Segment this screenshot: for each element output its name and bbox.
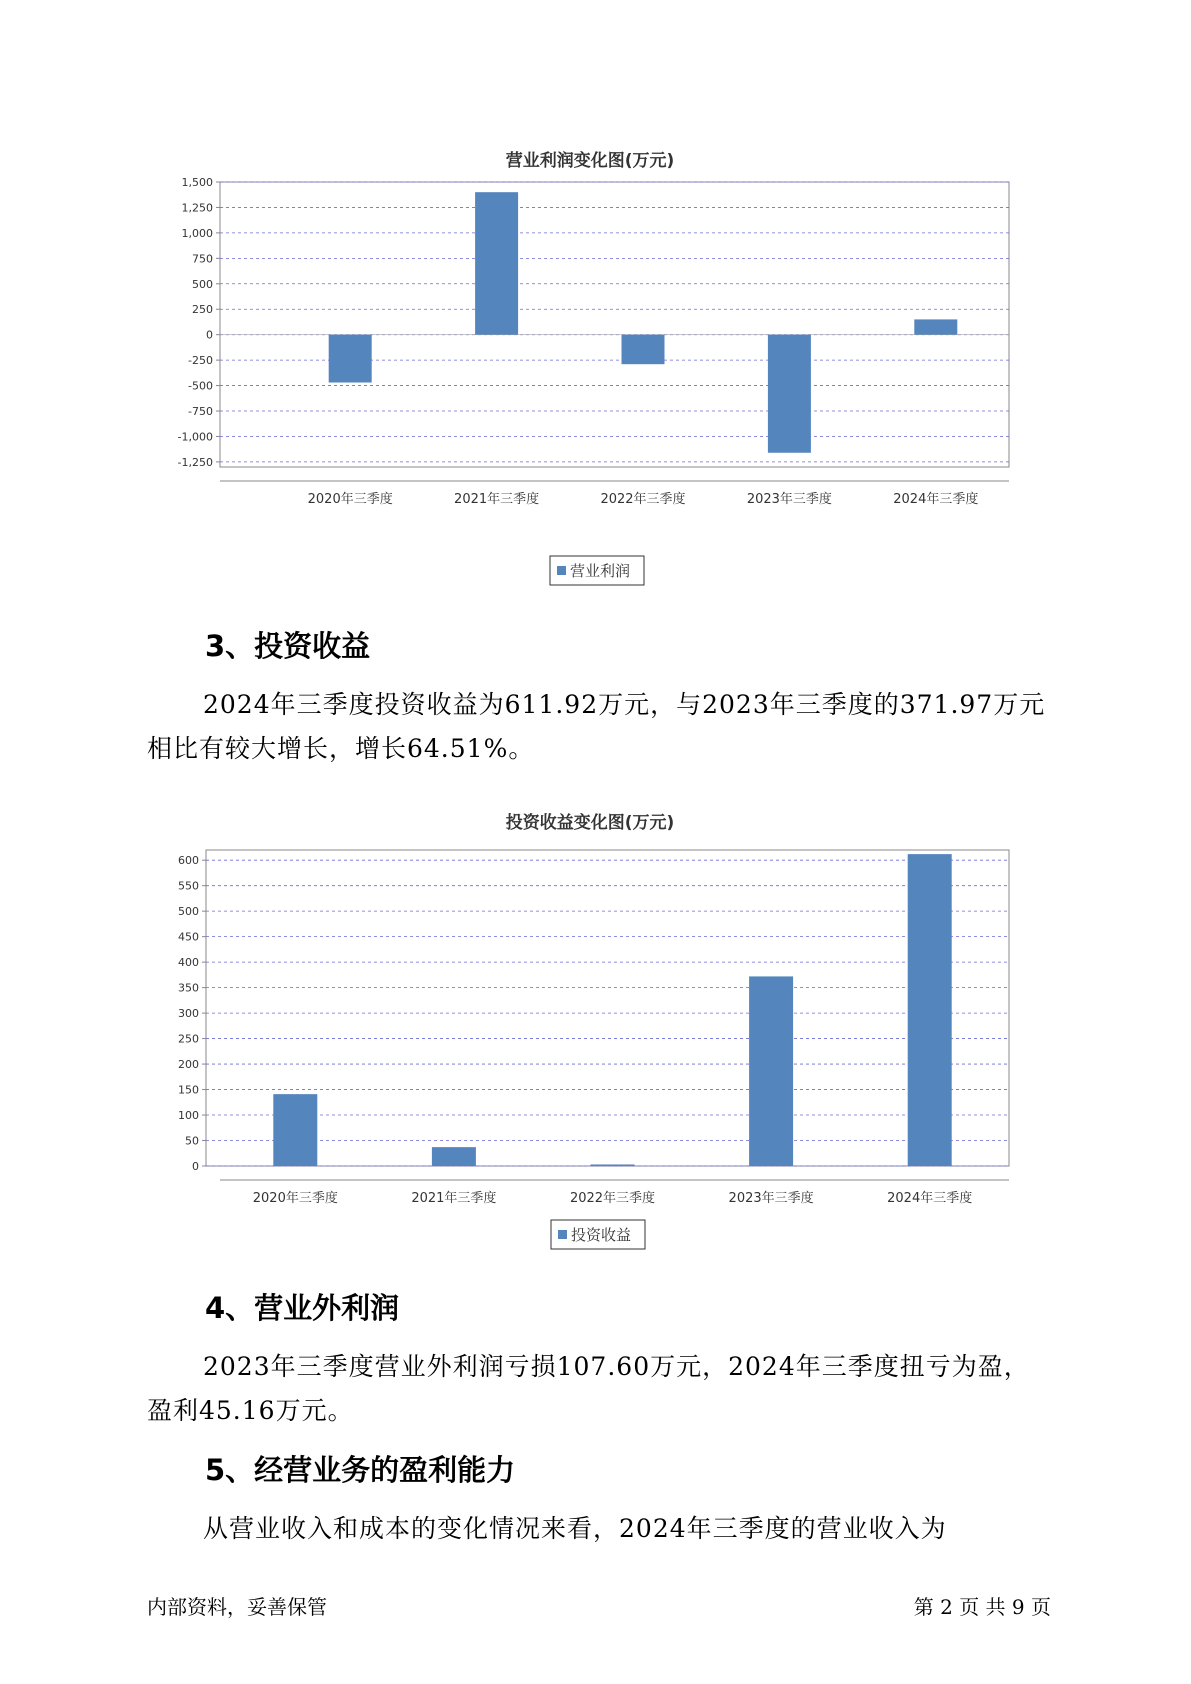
x-tick-label: 2022年三季度	[569, 1191, 656, 1206]
bar	[432, 1147, 476, 1166]
y-tick-label: -750	[188, 405, 213, 419]
y-tick-label: 250	[178, 1032, 199, 1046]
y-tick-label: 750	[192, 252, 213, 266]
footer-confidential-note: 内部资料，妥善保管	[147, 1595, 327, 1619]
non-operating-profit-paragraph-line2: 盈利45.16万元。	[147, 1396, 354, 1425]
bar	[622, 335, 665, 365]
x-tick-label: 2024年三季度	[893, 492, 979, 507]
y-tick-label: 1,250	[181, 201, 213, 215]
bar	[768, 335, 811, 453]
operating-profitability-paragraph-line1: 从营业收入和成本的变化情况来看，2024年三季度的营业收入为	[203, 1514, 947, 1543]
plot-area	[220, 182, 1009, 467]
x-tick-label: 2022年三季度	[600, 492, 686, 507]
x-tick-label: 2024年三季度	[887, 1191, 973, 1206]
section-heading-investment-income: 3、投资收益	[205, 629, 371, 663]
x-tick-label: 2021年三季度	[411, 1191, 497, 1206]
x-tick-label: 2020年三季度	[252, 1191, 338, 1206]
y-tick-label: -500	[188, 379, 213, 393]
footer-page-number: 第 2 页 共 9 页	[913, 1595, 1051, 1619]
section-heading-non-operating-profit: 4、营业外利润	[205, 1291, 400, 1325]
y-tick-label: 50	[185, 1134, 199, 1148]
bar	[914, 319, 957, 334]
bar	[591, 1164, 635, 1166]
y-tick-label: -1,250	[177, 455, 213, 469]
plot-area	[206, 850, 1009, 1166]
x-tick-label: 2021年三季度	[454, 492, 540, 507]
bar	[908, 854, 952, 1166]
bar	[329, 335, 372, 383]
y-tick-label: 1,000	[181, 226, 213, 240]
x-tick-label: 2023年三季度	[746, 492, 832, 507]
chart-legend	[551, 1220, 645, 1249]
bar	[273, 1094, 317, 1166]
y-tick-label: -1,000	[177, 430, 213, 444]
y-tick-label: 500	[178, 905, 199, 919]
legend-swatch	[558, 1230, 567, 1239]
chart-title: 营业利润变化图(万元)	[505, 151, 675, 171]
y-tick-label: 0	[192, 1160, 199, 1173]
y-tick-label: 0	[206, 328, 213, 342]
investment-income-chart-svg	[150, 806, 1030, 1271]
y-tick-label: 100	[178, 1109, 199, 1123]
y-tick-label: 1,500	[181, 176, 213, 189]
x-tick-label: 2023年三季度	[728, 1191, 814, 1206]
legend-label: 营业利润	[570, 562, 631, 580]
x-tick-label: 2020年三季度	[307, 492, 393, 507]
y-tick-label: 250	[192, 303, 213, 317]
y-tick-label: 450	[178, 930, 199, 944]
y-tick-label: 400	[178, 956, 199, 970]
y-tick-label: 300	[178, 1007, 199, 1021]
operating-profit-chart-svg	[150, 138, 1030, 598]
bar	[475, 192, 518, 335]
chart-title: 投资收益变化图(万元)	[505, 813, 675, 833]
section-heading-operating-profitability: 5、经营业务的盈利能力	[205, 1453, 516, 1487]
legend-swatch	[557, 566, 566, 575]
y-tick-label: 550	[178, 879, 199, 893]
legend-label: 投资收益	[571, 1226, 632, 1244]
y-tick-label: 150	[178, 1083, 199, 1097]
non-operating-profit-paragraph-line1: 2023年三季度营业外利润亏损107.60万元，2024年三季度扭亏为盈，	[203, 1352, 1030, 1381]
bar	[749, 976, 793, 1166]
investment-income-paragraph-line1: 2024年三季度投资收益为611.92万元，与2023年三季度的371.97万元	[203, 690, 1046, 719]
y-tick-label: 200	[178, 1058, 199, 1072]
y-tick-label: 350	[178, 981, 199, 995]
chart-legend	[550, 556, 644, 585]
investment-income-paragraph-line2: 相比有较大增长，增长64.51%。	[147, 734, 535, 763]
investment-income-chart	[150, 806, 1030, 1271]
y-tick-label: 600	[178, 854, 199, 868]
y-tick-label: -250	[188, 354, 213, 368]
operating-profit-chart	[150, 138, 1030, 598]
y-tick-label: 500	[192, 277, 213, 291]
